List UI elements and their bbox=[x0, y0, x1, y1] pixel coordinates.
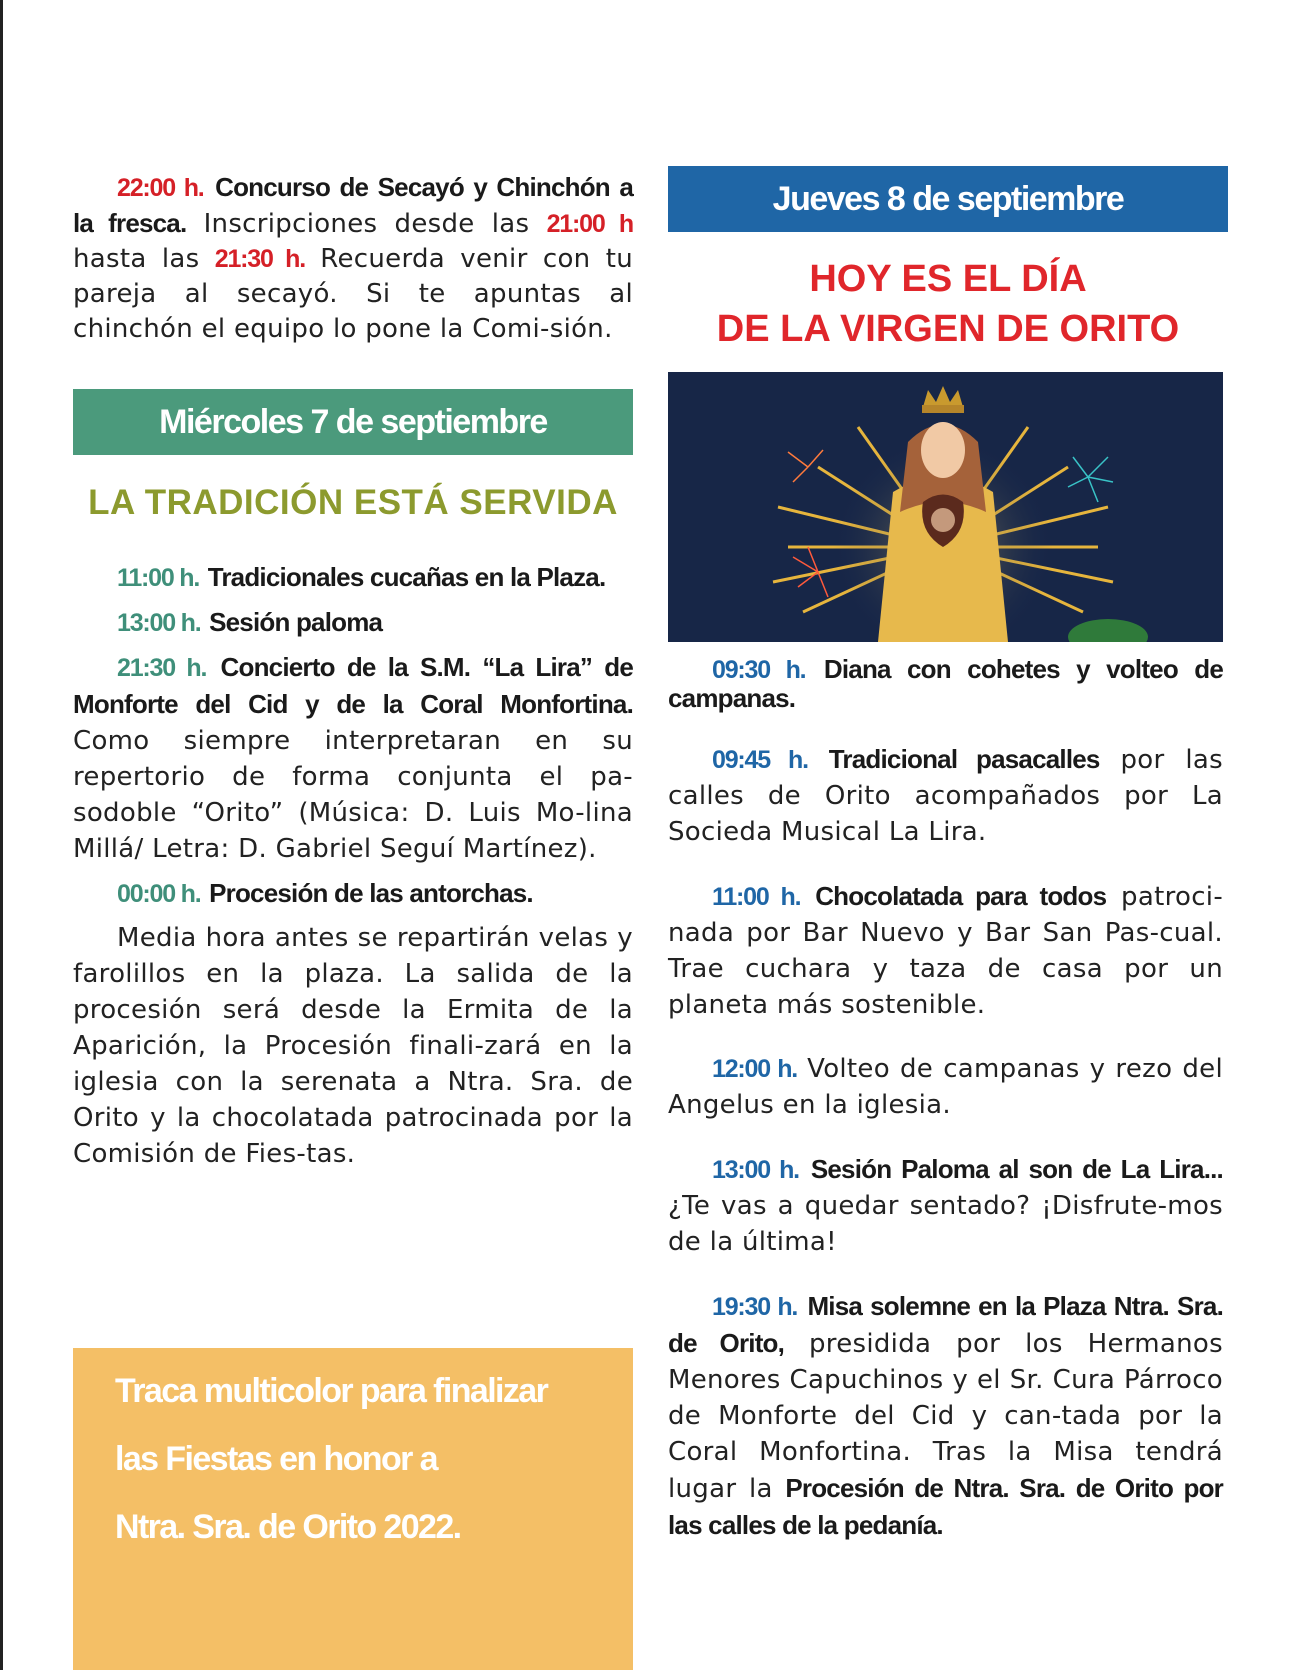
event-item bbox=[73, 604, 633, 641]
event-time: 13:00 h. bbox=[712, 1156, 799, 1184]
event-title: Sesión paloma bbox=[209, 607, 383, 637]
event-time: 09:30 h. bbox=[712, 656, 806, 684]
section-headline bbox=[668, 254, 1228, 354]
secayo-event bbox=[73, 170, 633, 347]
event-time: 21:30 h. bbox=[117, 654, 207, 682]
event-title: Misa solemne en la Plaza Ntra. Sra. de Orito, bbox=[668, 1291, 1223, 1358]
event-time: 13:00 h. bbox=[117, 609, 201, 637]
event-item bbox=[668, 1051, 1223, 1123]
event-time: 11:00 h. bbox=[117, 564, 200, 592]
event-text: por las calles de Orito acompañados por La Socieda Musical La Lira. bbox=[668, 745, 1224, 847]
day-header-wednesday bbox=[73, 389, 633, 455]
day-header-thursday bbox=[668, 166, 1228, 232]
event-item bbox=[668, 878, 1223, 1023]
banner-line: las Fiestas en honor a bbox=[115, 1440, 437, 1478]
right-events bbox=[668, 655, 1223, 1544]
event-time: 22:00 h. bbox=[117, 174, 204, 202]
event-title: Tradicionales cucañas en la Plaza. bbox=[207, 562, 606, 592]
event-title: Sesión Paloma al son de La Lira... bbox=[810, 1154, 1223, 1184]
headline-line: HOY ES EL DÍA bbox=[809, 258, 1087, 300]
event-item bbox=[668, 741, 1223, 850]
event-title: Diana con cohetes y volteo de campanas. bbox=[668, 654, 1223, 713]
page-border bbox=[0, 0, 3, 1670]
event-time: 19:30 h. bbox=[712, 1293, 798, 1321]
event-text: patroci-nada por Bar Nuevo y Bar San Pas-cual. Trae cuchara y taza de casa por un planeta más sostenible. bbox=[668, 882, 1223, 1020]
banner-line: Ntra. Sra. de Orito 2022. bbox=[115, 1508, 461, 1546]
left-column bbox=[73, 170, 633, 1172]
day-label: Jueves 8 de septiembre bbox=[772, 179, 1124, 218]
procession-description: Media hora antes se repartirán velas y farolillos en la plaza. La salida de la procesión será desde la Ermita de la Aparición, la Procesión finali-zará en la iglesia con la serenata a Ntra. Sra. de Orito y la chocolatada patrocinada por la Comisión de Fies-tas. bbox=[73, 923, 633, 1169]
event-time: 09:45 h. bbox=[712, 746, 808, 774]
event-title: Chocolatada para todos bbox=[815, 881, 1107, 911]
closing-banner bbox=[73, 1348, 633, 1670]
event-text: Inscripciones desde las bbox=[186, 209, 547, 239]
right-column bbox=[668, 166, 1228, 354]
event-item bbox=[668, 655, 1223, 713]
event-time: 21:00 h bbox=[546, 210, 633, 238]
event-title: Concierto de la S.M. “La Lira” de Monforte del Cid y de la Coral Monfortina. bbox=[73, 652, 633, 719]
event-item bbox=[668, 1288, 1223, 1544]
event-title: Procesión de Ntra. Sra. de Orito por las calles de la pedanía. bbox=[668, 1473, 1223, 1540]
event-item bbox=[73, 649, 633, 867]
event-text: hasta las bbox=[73, 244, 215, 274]
event-title: Procesión de las antorchas. bbox=[209, 878, 533, 908]
day-label: Miércoles 7 de septiembre bbox=[159, 402, 547, 441]
event-title: Concurso de Secayó y Chinchón a la fresca. bbox=[73, 172, 633, 238]
event-text: Como siempre interpretaran en su repertorio de forma conjunta el pa-sodoble “Orito” (Música: D. Luis Mo-lina Millá/ Letra: D. Gabriel Seguí Martínez). bbox=[73, 726, 633, 864]
event-text: presidida por los Hermanos Menores Capuchinos y el Sr. Cura Párroco de Monforte del Cid y can-tada por la Coral Monfortina. Tras la Misa tendrá lugar la bbox=[668, 1329, 1223, 1504]
event-time: 12:00 h. bbox=[712, 1055, 798, 1083]
headline-line: DE LA VIRGEN DE ORITO bbox=[716, 308, 1180, 350]
banner-line: Traca multicolor para finalizar bbox=[115, 1372, 548, 1410]
event-time: 21:30 h. bbox=[214, 245, 305, 273]
event-time: 00:00 h. bbox=[117, 880, 201, 908]
virgin-illustration bbox=[668, 372, 1223, 642]
event-time: 11:00 h. bbox=[712, 883, 801, 911]
event-item bbox=[73, 875, 633, 912]
event-item bbox=[668, 1151, 1223, 1260]
event-text: ¿Te vas a quedar sentado? ¡Disfrute-mos de la última! bbox=[668, 1191, 1223, 1257]
section-headline: LA TRADICIÓN ESTÁ SERVIDA bbox=[88, 483, 618, 522]
event-text: Volteo de campanas y rezo del Angelus en la iglesia. bbox=[668, 1054, 1223, 1120]
virgin-of-orito-image bbox=[668, 372, 1223, 642]
event-item bbox=[73, 559, 633, 596]
event-text: Recuerda venir con tu pareja al secayó. Si te apuntas al chinchón el equipo lo pone la Comi-sión. bbox=[73, 244, 633, 344]
event-title: Tradicional pasacalles bbox=[828, 744, 1100, 774]
